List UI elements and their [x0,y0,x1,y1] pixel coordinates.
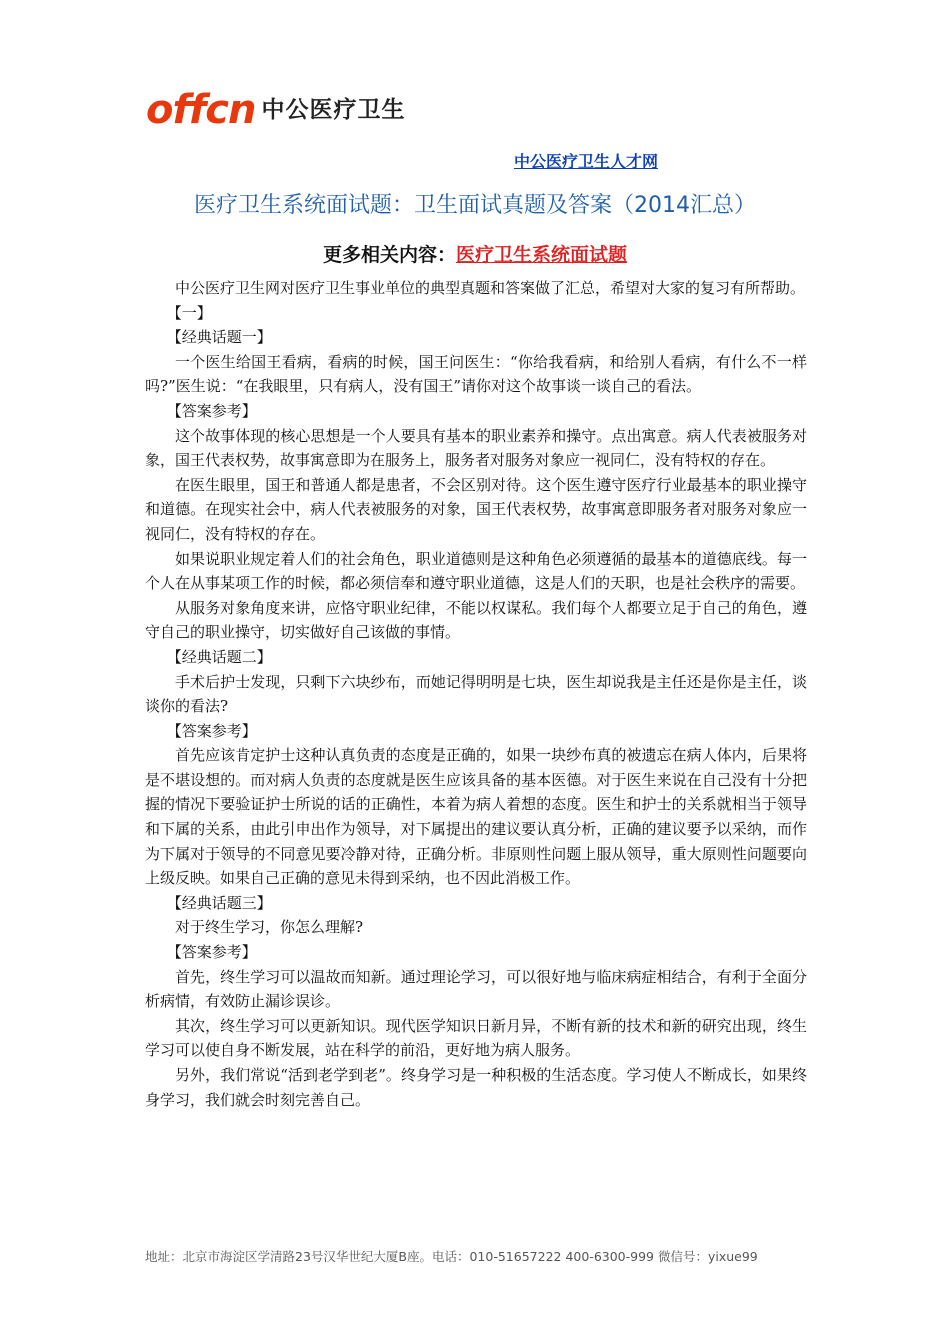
section-heading: 【经典话题二】 [166,647,272,666]
paragraph: 另外，我们常说“活到老学到老”。终身学习是一种积极的生活态度。学习使人不断成长，如果终身学习，我们就会时刻完善自己。 [145,1066,807,1109]
logo-mark: offcn [146,87,256,133]
paragraph: 如果说职业规定着人们的社会角色，职业道德则是这种角色必须遵循的最基本的道德底线。每一个人在从事某项工作的时候，都必须信奉和遵守职业道德，这是人们的天职，也是社会秩序的需要。 [145,549,807,593]
related-content [0,240,950,267]
logo-text: 中公医疗卫生 [261,96,406,123]
paragraph: 从服务对象角度来讲，应恪守职业纪律，不能以权谋私。我们每个人都要立足于自己的角色，遵守自己的职业操守，切实做好自己该做的事情。 [145,598,807,642]
paragraph: 中公医疗卫生网对医疗卫生事业单位的典型真题和答案做了汇总，希望对大家的复习有所帮助。 [175,279,806,297]
section-heading: 【答案参考】 [166,721,257,740]
section-heading: 【经典话题一】 [166,328,272,347]
paragraph: 其次，终生学习可以更新知识。现代医学知识日新月异，不断有新的技术和新的研究出现，终生学习可以使自身不断发展，站在科学的前沿，更好地为病人服务。 [145,1016,807,1060]
section-heading: 【一】 [166,303,212,322]
paragraph: 首先应该肯定护士这种认真负责的态度是正确的，如果一块纱布真的被遗忘在病人体内，后果将是不堪设想的。而对病人负责的态度就是医生应该具备的基本医德。对于医生来说在自己没有十分把握的情况下要验证护士所说的话的正确性，本着为病人着想的态度。医生和护士的关系就相当于领导和下属的关系，由此引申出作为领导，对下属提出的建议要认真分析，正确的建议要予以采纳，而作为下属对于领导的不同意见要冷静对待，正确分析。非原则性问题上服从领导，重大原则性问题要向上级反映。如果自己正确的意见未得到采纳，也不因此消极工作。 [145,746,807,888]
site-link[interactable]: 中公医疗卫生人才网 [514,152,659,171]
paragraph: 这个故事体现的核心思想是一个人要具有基本的职业素养和操守。点出寓意。病人代表被服务对象，国王代表权势，故事寓意即为在服务上，服务者对服务对象应一视同仁，没有特权的存在。 [145,426,807,470]
footer-contact: 地址：北京市海淀区学清路23号汉华世纪大厦B座。电话：010-51657222 400-6300-999 微信号：yixue99 [145,1249,758,1264]
paragraph: 在医生眼里，国王和普通人都是患者，不会区别对待。这个医生遵守医疗行业最基本的职业操守和道德。在现实社会中，病人代表被服务的对象，国王代表权势，故事寓意即服务者对服务对象应一视同仁，没有特权的存在。 [145,475,807,543]
paragraph: 一个医生给国王看病，看病的时候，国王问医生：“你给我看病，和给别人看病，有什么不一样吗?”医生说：“在我眼里，只有病人，没有国王”请你对这个故事谈一谈自己的看法。 [145,352,807,396]
section-heading: 【经典话题三】 [166,893,272,912]
offcn-logo [146,86,405,134]
section-heading: 【答案参考】 [166,943,257,962]
paragraph: 首先，终生学习可以温故而知新。通过理论学习，可以很好地与临床病症相结合，有利于全面分析病情，有效防止漏诊误诊。 [145,967,807,1011]
related-link[interactable]: 医疗卫生系统面试题 [456,244,628,266]
paragraph: 对于终生学习，你怎么理解? [175,918,364,937]
section-heading: 【答案参考】 [166,401,257,420]
page-title: 医疗卫生系统面试题：卫生面试真题及答案（2014汇总） [194,193,756,218]
related-label: 更多相关内容： [322,244,456,266]
paragraph: 手术后护士发现，只剩下六块纱布，而她记得明明是七块，医生却说我是主任还是你是主任，谈谈你的看法? [145,672,807,716]
article-body [145,276,807,1112]
